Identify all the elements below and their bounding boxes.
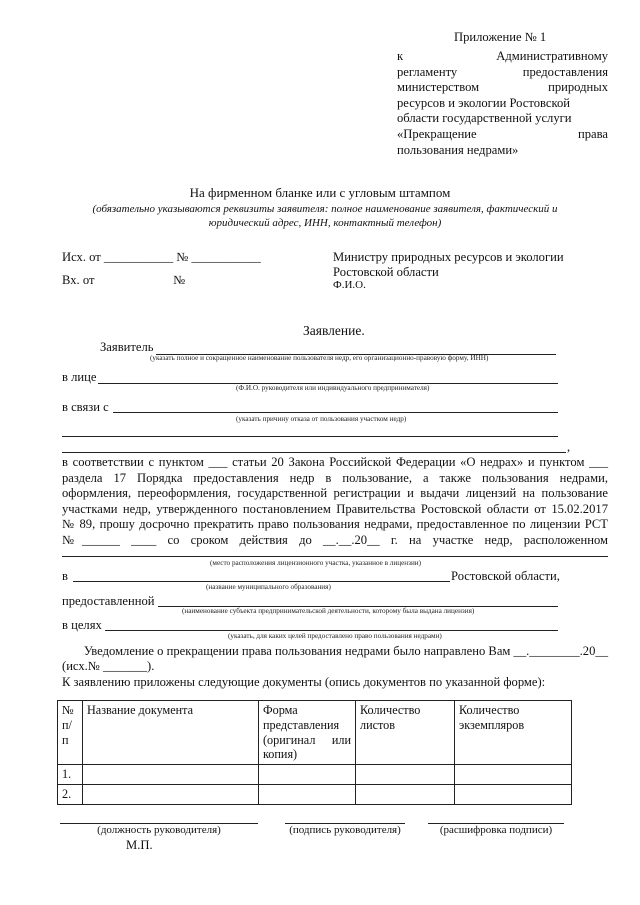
purpose-label: в целях: [62, 618, 102, 632]
reason-hint: (указать причину отказа от пользования участком недр): [236, 415, 407, 423]
table-cell[interactable]: [83, 765, 259, 785]
main-paragraph: [62, 455, 608, 549]
outgoing-ref: Исх. от ___________ № ___________: [62, 250, 261, 264]
appendix-line: к Административному: [397, 49, 608, 63]
letterhead-note-2: юридический адрес, ИНН, контактный телефон): [208, 217, 442, 229]
addressee-line-1: Министру природных ресурсов и экологии: [333, 250, 564, 264]
header-doc-name: Название документа: [83, 701, 259, 765]
decoding-caption: (расшифровка подписи): [439, 824, 553, 836]
reason-extra-line[interactable]: [62, 452, 566, 453]
header-form: Форма представления (оригинал или копия): [259, 701, 356, 765]
table-cell[interactable]: [455, 784, 572, 804]
in-label: в: [62, 569, 68, 583]
reason-extra-line[interactable]: [62, 436, 558, 437]
provided-label: предоставленной: [62, 594, 155, 608]
header-number: № п/п: [58, 701, 83, 765]
letterhead-note-1: (обязательно указываются реквизиты заявителя: полное наименование заявителя, фактический и: [92, 203, 558, 215]
table-header-row: [58, 701, 572, 765]
addressee-line-2: Ростовской области: [333, 265, 439, 279]
person-hint: (Ф.И.О. руководителя или индивидуального предпринимателя): [236, 384, 430, 392]
documents-table: [57, 700, 572, 805]
notice-line-2: (исх.№ _______).: [62, 659, 155, 673]
notice-line-1: Уведомление о прекращении права пользования недрами было направлено Вам __.________.20__: [83, 644, 608, 658]
location-hint: (место расположения лицензионного участка, указанное в лицензии): [210, 559, 422, 567]
signature-caption: (подпись руководителя): [289, 824, 401, 836]
table-cell[interactable]: [455, 765, 572, 785]
position-caption: (должность руководителя): [97, 824, 221, 836]
table-row: [58, 784, 572, 804]
paragraph-line: участками недр, утвержденного постановлением Правительства Ростовской области от 15.02.2017: [62, 501, 608, 516]
appendix-title: Приложение № 1: [454, 30, 547, 44]
stamp-place: М.П.: [126, 838, 153, 852]
paragraph-line: раздела 17 Порядка предоставления недр в пользование, а также пользования недрами,: [62, 470, 608, 485]
entity-hint: (наименование субъекта предпринимательской деятельности, которому была выдана лицензия): [182, 607, 475, 615]
header-sheets: Количество листов: [356, 701, 455, 765]
paragraph-line: в соответствии с пунктом ___ статьи 20 Закона Российской Федерации «О недрах» и пунктом ___: [62, 455, 608, 469]
incoming-ref: Вх. от №: [62, 273, 186, 287]
table-cell[interactable]: [83, 784, 259, 804]
appendix-line: пользования недрами»: [397, 142, 519, 157]
appendix-line: ресурсов и экологии Ростовской: [397, 95, 570, 110]
appendix-block: [397, 49, 608, 158]
reason-field[interactable]: [113, 412, 558, 413]
table-cell[interactable]: [356, 765, 455, 785]
person-label: в лице: [62, 370, 97, 384]
table-row: [58, 765, 572, 785]
region-text: Ростовской области,: [451, 569, 560, 583]
table-cell[interactable]: [259, 784, 356, 804]
appendix-line: «Прекращение права: [397, 126, 608, 141]
comma: ,: [567, 440, 571, 454]
paragraph-line: оформления, переоформления, государственной регистрации и выдачи лицензий на пользование: [62, 486, 608, 501]
table-cell: 1.: [58, 765, 83, 785]
statement-title: Заявление.: [303, 323, 365, 338]
header-copies: Количество экземпляров: [455, 701, 572, 765]
paragraph-line: № 89, прошу досрочно прекратить право пользования недрами, предоставленное по лицензии РСТ: [62, 517, 608, 532]
appendix-line: регламенту предоставления: [397, 64, 608, 79]
table-cell[interactable]: [259, 765, 356, 785]
location-field[interactable]: [62, 556, 608, 557]
table-cell: 2.: [58, 784, 83, 804]
municipal-hint: (название муниципального образования): [206, 583, 331, 591]
appendix-line: министерством природных: [397, 80, 608, 95]
purpose-hint: (указать, для каких целей предоставлено право пользования недрами): [228, 632, 442, 640]
appendix-line: области государственной услуги: [397, 111, 572, 126]
municipal-field[interactable]: [73, 581, 450, 582]
table-cell[interactable]: [356, 784, 455, 804]
applicant-label: Заявитель: [100, 340, 154, 354]
attached-intro: К заявлению приложены следующие документы (опись документов по указанной форме):: [62, 675, 546, 689]
purpose-field[interactable]: [105, 630, 558, 631]
addressee-fio: Ф.И.О.: [333, 279, 366, 291]
letterhead-title: На фирменном бланке или с угловым штампом: [189, 185, 451, 200]
paragraph-line: №______ ____ со сроком действия до __.__.20__ г. на участке недр, расположенном: [62, 532, 608, 547]
reason-label: в связи с: [62, 400, 109, 414]
applicant-hint: (указать полное и сокращенное наименование пользователя недр, его организационно-правовую форму, ИНН): [150, 354, 489, 362]
